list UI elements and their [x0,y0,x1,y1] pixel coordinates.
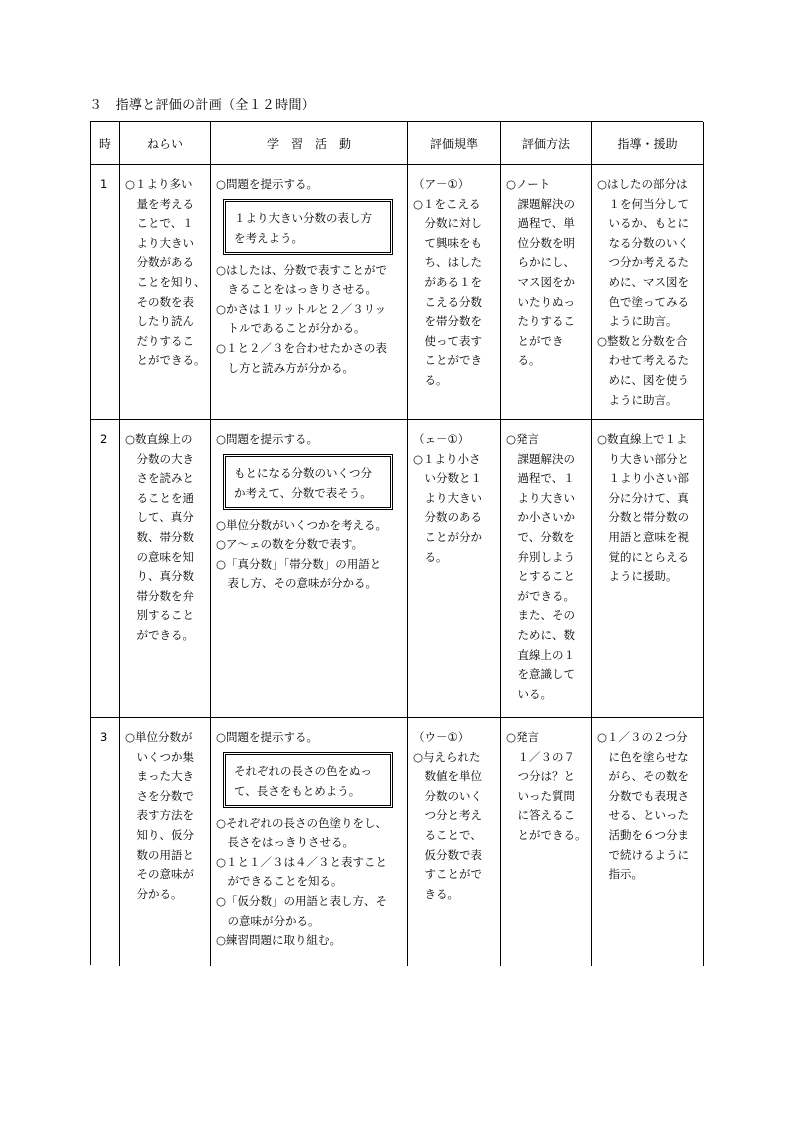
activity-line: ができることを知る。 [216,874,343,889]
task-text: を考えよう。 [234,230,303,245]
support-line: がら、その数を [597,769,689,784]
header-method: 評価方法 [501,122,592,165]
aim-line: まった大き [125,769,194,784]
col-support-content [597,175,689,410]
task-text: それぞれの長さの色をぬっ [234,763,372,778]
method-line: か小さいか [506,510,575,525]
col-aim-cell [120,718,211,966]
aim-line: ○数直線上の [125,432,193,446]
aim-line: 表す方法を [125,808,194,823]
row-number: 2 [100,432,108,446]
support-line: １を何当分して [597,196,689,211]
col-method-cell [501,165,592,420]
aim-line: 数、帯分数 [125,529,194,544]
method-line: とができ [506,333,564,348]
aim-line: 分数の大き [125,451,194,466]
col-method-content [506,728,587,846]
method-line: 過程で、１ [506,471,575,486]
support-line: ように助言。 [597,314,678,329]
col-time-cell [91,718,120,966]
activity-line: ○１と１／３は４／３と表すこと [216,854,388,869]
row-number: 3 [100,730,108,744]
support-line: ように助言。 [597,392,678,407]
method-line: ○ノート [506,177,551,191]
support-line: 分数でも表現さ [597,788,689,803]
method-line: を意識して [506,667,575,682]
col-support-cell [592,420,704,718]
header-criteria: 評価規準 [408,122,501,165]
aim-line: ことで、１ [125,216,194,231]
support-line: ○整数と分数を合 [597,333,688,348]
col-aim-content [125,430,194,646]
col-support-content [597,728,689,885]
activity-line: ○問題を提示する。 [216,730,319,744]
method-line: 課題解決の [506,196,575,211]
activity-line: ○はしたは、分数で表すことがで [216,262,388,277]
criteria-line: ○１をこえる [413,196,481,211]
aim-line: だりするこ [125,333,194,348]
page-title: ３ 指導と評価の計画（全１２時間） [89,98,316,113]
aim-line: その数を表 [125,294,194,309]
support-line: ○１／３の２つ分 [597,730,688,744]
col-activity-cell [211,165,408,420]
activity-line: ○かさは１リットルと２／３リッ [216,301,387,316]
support-line: なる分数のいく [597,235,689,250]
col-activity-content [216,430,387,594]
method-line: より大きい [506,490,575,505]
support-line: せる、といった [597,808,689,823]
col-aim-cell [120,420,211,718]
criteria-line: ○１より小さ [413,451,481,466]
aim-line: 知り、仮分 [125,827,194,842]
aim-line: 量を考える [125,196,194,211]
task-box [223,752,393,808]
activity-line: ○「仮分数」の用語と表し方、そ [216,893,388,908]
col-time-cell [91,420,120,718]
col-criteria-content [413,430,482,567]
col-method-content [506,430,575,704]
criteria-line: を帯分数を [413,314,482,329]
col-method-content [506,175,575,371]
activity-line: ○練習問題に取り組む。 [216,933,342,948]
method-line: らかにし、 [506,255,575,270]
criteria-line: る。 [413,372,448,387]
aim-line: 分かる。 [125,886,183,901]
aim-line: ることを通 [125,490,194,505]
support-line: 指示。 [597,867,643,882]
col-criteria-content [413,175,482,391]
aim-line: ○１より多い [125,177,193,191]
method-line: 位分数を明 [506,235,575,250]
activity-line: ○問題を提示する。 [216,177,319,191]
activity-line: し方と読み方が分かる。 [216,360,354,375]
aim-line: ○単位分数が [125,730,193,744]
task-text: もとになる分数のいくつ分 [234,465,372,480]
support-line: ように援助。 [597,569,678,584]
col-criteria-cell [408,718,501,966]
support-line: 用語と意味を視 [597,529,689,544]
aim-line: したり読ん [125,314,194,329]
task-text: か考えて、分数で表そう。 [234,485,372,500]
method-line: とすること [506,569,575,584]
criteria-line: 仮分数で表 [413,847,482,862]
lesson-plan-table [90,121,703,965]
col-support-content [597,430,689,587]
activity-line: トルであることが分かる。 [216,321,366,336]
aim-line: の意味を知 [125,549,194,564]
method-line: つ分は？と [506,769,575,784]
activity-line: ○それぞれの長さの色塗りをし、 [216,815,388,830]
method-line: 課題解決の [506,451,575,466]
col-method-cell [501,420,592,718]
task-text: て、長さをもとめよう。 [234,783,361,798]
support-line: １より小さい部 [597,471,689,486]
task-box [223,454,393,510]
support-line: で続けるように [597,847,689,862]
criteria-line: すことがで [413,867,482,882]
activity-line: ○「真分数」「帯分数」の用語と [216,556,382,571]
aim-line: その意味が [125,867,194,882]
aim-line: 別すること [125,608,194,623]
criteria-line: がある１を [413,274,482,289]
header-aim: ねらい [120,122,211,165]
method-line: ○発言 [506,730,540,744]
criteria-line: 分数に対し [413,216,482,231]
aim-line: 帯分数を弁 [125,588,194,603]
criteria-line: （ウ－①） [413,730,470,744]
method-line: いった質問 [506,788,575,803]
criteria-line: つ分と考え [413,808,482,823]
row-number: 1 [100,177,108,191]
criteria-line: （ア－①） [413,177,470,191]
criteria-line: より大きい [413,490,482,505]
support-line: ○数直線上で１よ [597,432,688,446]
aim-line: して、真分 [125,510,194,525]
col-aim-content [125,175,206,371]
support-line: めに、マス図を [597,274,689,289]
method-line: １／３の７ [506,749,575,764]
method-line: ○発言 [506,432,540,446]
support-line: 色で塗ってみる [597,294,689,309]
aim-line: り、真分数 [125,569,194,584]
col-time-cell [91,165,120,420]
criteria-line: ○与えられた [413,749,481,764]
method-line: マス図をか [506,274,575,289]
criteria-line: ることで、 [413,827,482,842]
col-support-cell [592,718,704,966]
header-time: 時 [91,122,120,165]
activity-line: ○問題を提示する。 [216,432,319,446]
col-criteria-cell [408,420,501,718]
criteria-line: い分数と１ [413,471,482,486]
method-line: 弁別しよう [506,549,575,564]
criteria-line: 数値を単位 [413,769,482,784]
support-line: 分数と帯分数の [597,510,689,525]
method-line: で、分数を [506,529,575,544]
aim-line: より大きい [125,235,194,250]
activity-line: ○ア～ェの数を分数で表す。 [216,537,364,552]
method-line: る。 [506,353,541,368]
method-line: とができる。 [506,827,587,842]
activity-line: 表し方、その意味が分かる。 [216,576,377,591]
support-line: わせて考えるた [597,353,689,368]
criteria-line: 分数のいく [413,788,482,803]
col-support-cell [592,165,704,420]
aim-line: いくつか集 [125,749,194,764]
criteria-line: きる。 [413,886,459,901]
col-activity-cell [211,420,408,718]
col-activity-cell [211,718,408,966]
method-line: ができる。 [506,588,575,603]
criteria-line: て興味をも [413,235,482,250]
aim-line: 分数がある [125,255,194,270]
method-line: 過程で、単 [506,216,575,231]
header-support: 指導・援助 [592,122,704,165]
support-line: 覚的にとらえる [597,549,689,564]
task-text: １より大きい分数の表し方 [234,210,372,225]
criteria-line: ち、はした [413,255,482,270]
support-line: ○はしたの部分は [597,177,688,191]
criteria-line: ことが分か [413,529,482,544]
header-activity: 学 習 活 動 [211,122,408,165]
method-line: ために、数 [506,627,575,642]
method-line: いる。 [506,686,552,701]
col-time-content [100,175,107,195]
method-line: また、その [506,608,575,623]
col-criteria-cell [408,165,501,420]
aim-line: さを読みと [125,471,194,486]
activity-line: ○１と２／３を合わせたかさの表 [216,340,388,355]
activity-line: の意味が分かる。 [216,913,320,928]
col-activity-content [216,728,387,951]
activity-line: きることをはっきりさせる。 [216,282,377,297]
col-method-cell [501,718,592,966]
task-box [223,199,393,255]
method-line: たりするこ [506,314,575,329]
criteria-line: こえる分数 [413,294,482,309]
criteria-line: 分数のある [413,510,482,525]
col-time-content [100,728,107,748]
criteria-line: ことができ [413,353,482,368]
support-line: り大きい部分と [597,451,689,466]
aim-line: 数の用語と [125,847,194,862]
criteria-line: （ェ－①） [413,432,470,446]
aim-line: さを分数で [125,788,194,803]
col-time-content [100,430,107,450]
method-line: 直線上の１ [506,647,575,662]
support-line: つ分か考えるた [597,255,689,270]
aim-line: ことを知り、 [125,274,206,289]
col-aim-content [125,728,194,904]
col-criteria-content [413,728,482,904]
support-line: に色を塗らせな [597,749,689,764]
col-activity-content [216,175,387,378]
support-line: いるか、もとに [597,216,689,231]
support-line: めに、図を使う [597,372,689,387]
support-line: 分に分けて、真 [597,490,689,505]
activity-line: ○単位分数がいくつかを考える。 [216,517,388,532]
aim-line: ができる。 [125,627,194,642]
activity-line: 長さをはっきりさせる。 [216,835,354,850]
method-line: いたりぬっ [506,294,575,309]
aim-line: とができる。 [125,353,206,368]
criteria-line: る。 [413,549,448,564]
support-line: 活動を６つ分ま [597,827,689,842]
col-aim-cell [120,165,211,420]
method-line: に答えるこ [506,808,575,823]
criteria-line: 使って表す [413,333,482,348]
